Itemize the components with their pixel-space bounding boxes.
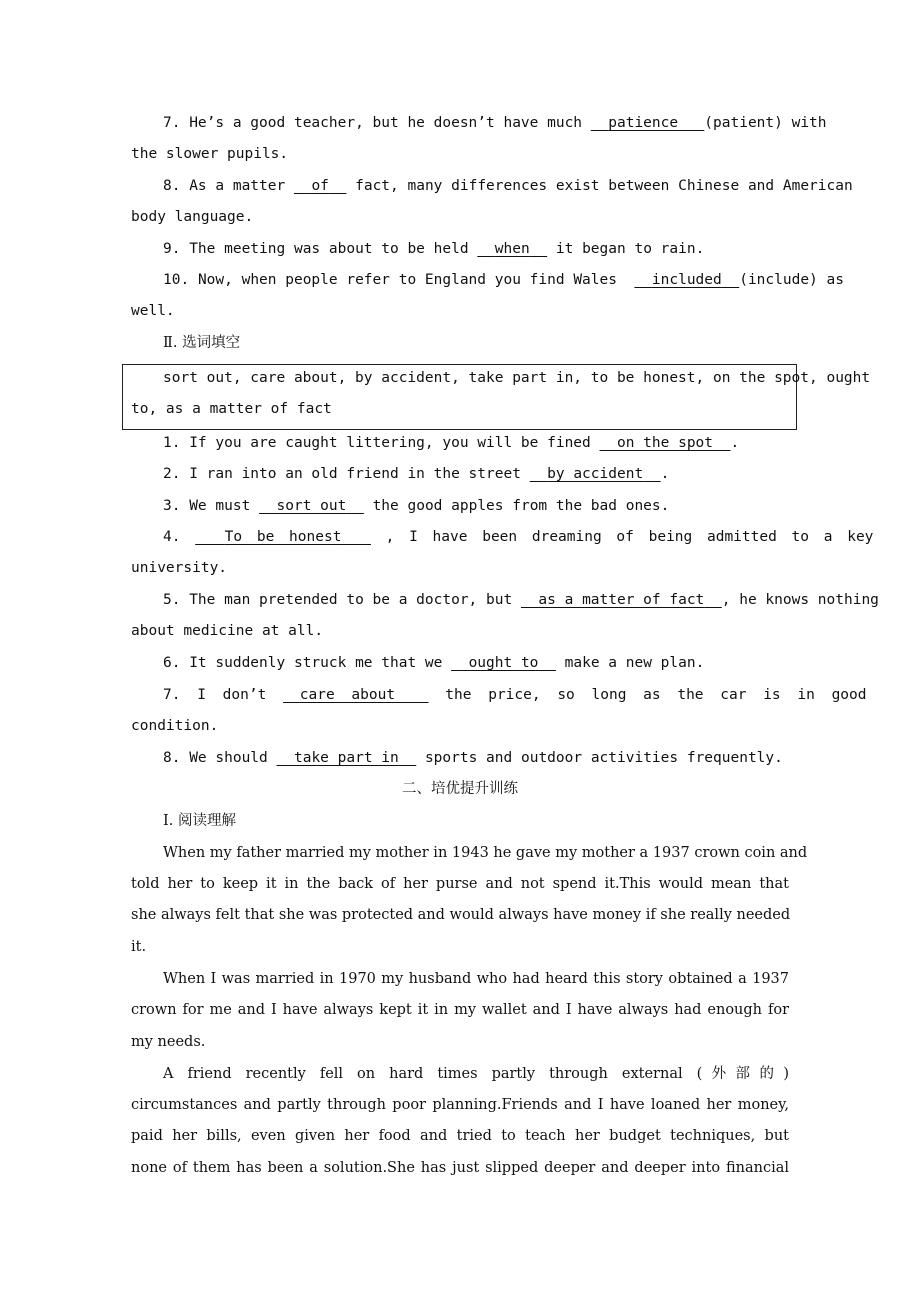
question-10-continuation: well. (131, 303, 175, 319)
question-7: 7. He’s a good teacher, but he doesn’t have much patience (patient) with (163, 115, 827, 131)
question-8: 8. As a matter of fact, many differences exist between Chinese and American (163, 178, 853, 194)
paragraph-3-line-4: none of them has been a solution.She has just slipped deeper and deeper into financial (131, 1160, 789, 1176)
answer-blank: of (311, 178, 329, 194)
answer-blank: take part in (293, 750, 399, 766)
fill-question-7: 7. I don’t care about the price, so long as the car is in good (163, 687, 867, 703)
fill-question-5: 5. The man pretended to be a doctor, but as a matter of fact , he knows nothing (163, 592, 879, 608)
paragraph-1-line-3: she always felt that she was protected and would always have money if she really needed (131, 907, 791, 923)
question-8-continuation: body language. (131, 209, 254, 225)
word-bank-line-1: sort out, care about, by accident, take part in, to be honest, on the spot, ought (163, 370, 871, 386)
section-heading-reading: Ⅰ. 阅读理解 (163, 813, 236, 829)
answer-blank: patience (608, 115, 679, 131)
paragraph-3-line-1: A friend recently fell on hard times partly through external (外部的) (163, 1066, 789, 1082)
paragraph-2-line-3: my needs. (131, 1034, 206, 1050)
question-10: 10. Now, when people refer to England you find Wales included (include) as (163, 272, 844, 288)
answer-blank: by accident (547, 466, 644, 482)
fill-question-4: 4. To be honest , I have been dreaming of being admitted to a key (163, 529, 874, 545)
fill-question-6: 6. It suddenly struck me that we ought to make a new plan. (163, 655, 705, 671)
paragraph-3-line-3: paid her bills, even given her food and tried to teach her budget techniques, but (131, 1128, 789, 1144)
answer-blank: when (494, 241, 530, 257)
fill-question-3: 3. We must sort out the good apples from the bad ones. (163, 498, 670, 514)
answer-blank: as a matter of fact (538, 592, 705, 608)
fill-question-4-continuation: university. (131, 560, 228, 576)
answer-blank: sort out (276, 498, 347, 514)
answer-blank: To be honest (224, 529, 342, 545)
paragraph-1-line-2: told her to keep it in the back of her purse and not spend it.This would mean that (131, 876, 789, 892)
section-title: 二、培优提升训练 (402, 781, 518, 797)
answer-blank: care about (299, 687, 396, 703)
paragraph-1-line-1: When my father married my mother in 1943 he gave my mother a 1937 crown coin and (163, 845, 808, 861)
fill-question-2: 2. I ran into an old friend in the street by accident . (163, 466, 670, 482)
paragraph-3-line-2: circumstances and partly through poor planning.Friends and I have loaned her money, (131, 1097, 789, 1113)
question-7-continuation: the slower pupils. (131, 146, 289, 162)
question-9: 9. The meeting was about to be held when it began to rain. (163, 241, 705, 257)
word-bank-line-2: to, as a matter of fact (131, 401, 332, 417)
paragraph-1-line-4: it. (131, 939, 147, 955)
paragraph-2-line-1: When I was married in 1970 my husband who had heard this story obtained a 1937 (163, 971, 789, 987)
paragraph-2-line-2: crown for me and I have always kept it in my wallet and I have always had enough for (131, 1002, 789, 1018)
fill-question-8: 8. We should take part in sports and outdoor activities frequently. (163, 750, 783, 766)
answer-blank: included (651, 272, 722, 288)
answer-blank: ought to (468, 655, 539, 671)
section-heading-fill-in: Ⅱ. 选词填空 (163, 335, 241, 351)
fill-question-7-continuation: condition. (131, 718, 219, 734)
fill-question-1: 1. If you are caught littering, you will be fined on the spot . (163, 435, 740, 451)
answer-blank: on the spot (616, 435, 714, 451)
fill-question-5-continuation: about medicine at all. (131, 623, 324, 639)
